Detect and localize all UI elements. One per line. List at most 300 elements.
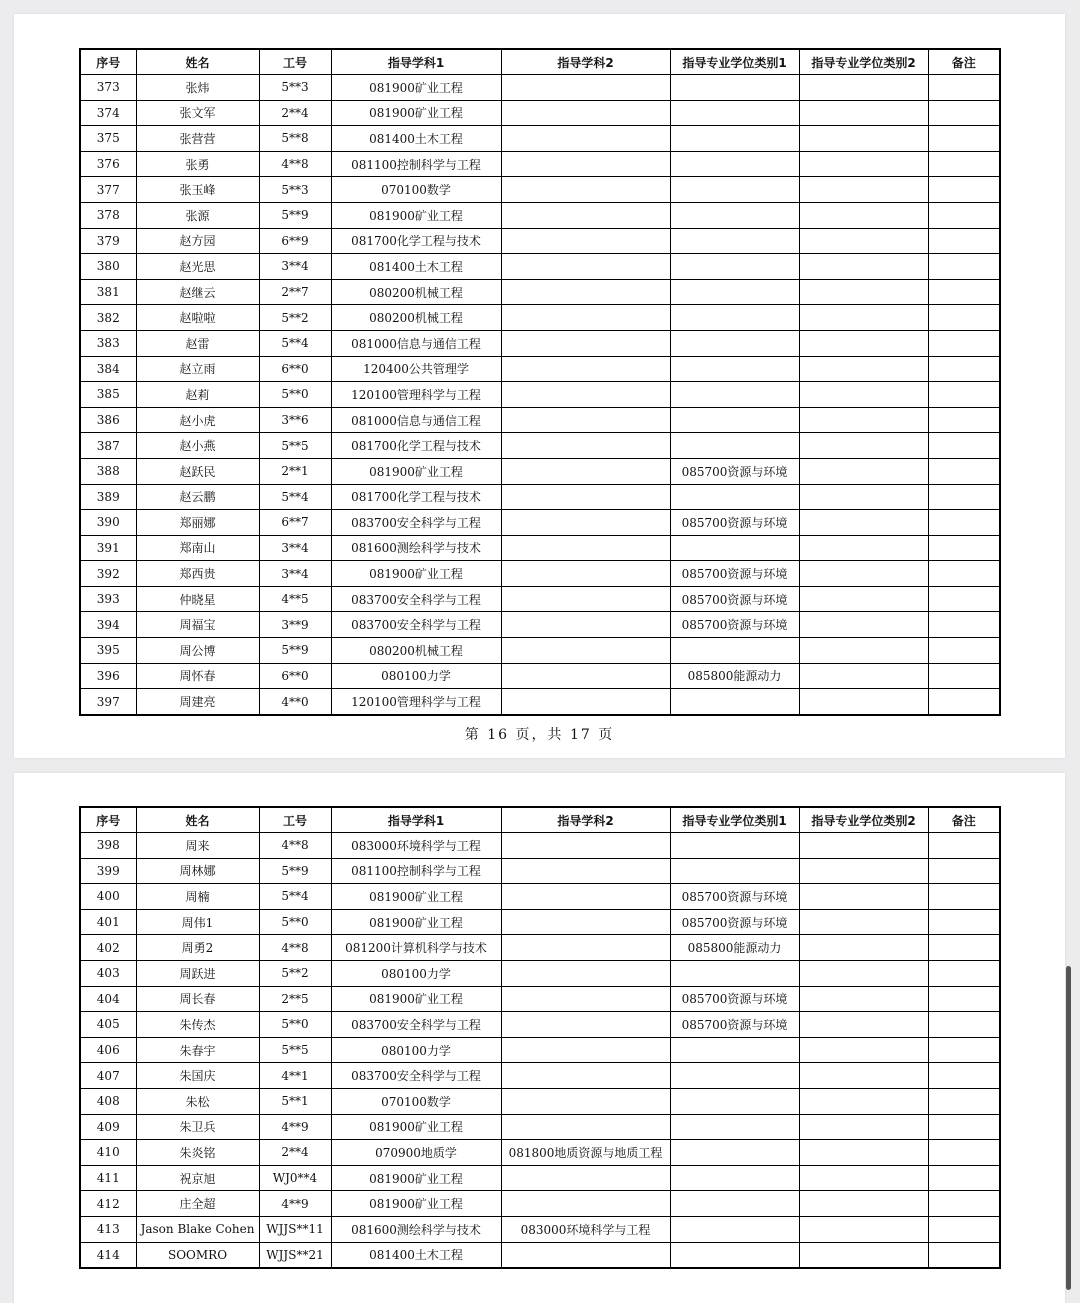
cell-remarks xyxy=(928,1088,1000,1114)
cell-remarks xyxy=(928,986,1000,1012)
cell-staff-id: 5**4 xyxy=(259,884,331,910)
cell-seq: 403 xyxy=(80,960,136,986)
cell-degree-category-2 xyxy=(799,1242,928,1268)
column-header-name: 姓名 xyxy=(136,49,259,75)
cell-subject-1: 081900矿业工程 xyxy=(331,1191,501,1217)
cell-degree-category-1 xyxy=(670,858,799,884)
cell-name: 周跃进 xyxy=(136,960,259,986)
cell-staff-id: 4**8 xyxy=(259,833,331,859)
cell-staff-id: 5**0 xyxy=(259,909,331,935)
cell-subject-1: 081900矿业工程 xyxy=(331,561,501,587)
column-header-remarks: 备注 xyxy=(928,807,1000,833)
cell-seq: 383 xyxy=(80,330,136,356)
cell-subject-2 xyxy=(501,986,670,1012)
table-row xyxy=(80,689,1000,715)
cell-name: 张玉峰 xyxy=(136,177,259,203)
cell-subject-1: 120400公共管理学 xyxy=(331,356,501,382)
cell-degree-category-1 xyxy=(670,151,799,177)
cell-subject-1: 081900矿业工程 xyxy=(331,909,501,935)
cell-subject-2 xyxy=(501,1012,670,1038)
cell-seq: 385 xyxy=(80,382,136,408)
cell-name: 赵小燕 xyxy=(136,433,259,459)
cell-seq: 414 xyxy=(80,1242,136,1268)
table-row xyxy=(80,1191,1000,1217)
cell-name: Jason Blake Cohen xyxy=(136,1216,259,1242)
cell-subject-1: 080200机械工程 xyxy=(331,279,501,305)
cell-staff-id: 6**0 xyxy=(259,356,331,382)
cell-subject-1: 083000环境科学与工程 xyxy=(331,833,501,859)
cell-degree-category-1 xyxy=(670,75,799,101)
cell-degree-category-1 xyxy=(670,254,799,280)
cell-seq: 405 xyxy=(80,1012,136,1038)
cell-remarks xyxy=(928,1037,1000,1063)
cell-subject-1: 081900矿业工程 xyxy=(331,458,501,484)
cell-subject-2 xyxy=(501,177,670,203)
cell-staff-id: 4**9 xyxy=(259,1191,331,1217)
column-header-staff-id: 工号 xyxy=(259,49,331,75)
cell-seq: 382 xyxy=(80,305,136,331)
table-row xyxy=(80,407,1000,433)
table-row xyxy=(80,510,1000,536)
cell-subject-2 xyxy=(501,935,670,961)
cell-staff-id: 3**4 xyxy=(259,535,331,561)
cell-name: 朱春宇 xyxy=(136,1037,259,1063)
cell-seq: 373 xyxy=(80,75,136,101)
table-row xyxy=(80,586,1000,612)
cell-subject-1: 081900矿业工程 xyxy=(331,1114,501,1140)
cell-staff-id: 5**5 xyxy=(259,433,331,459)
cell-degree-category-1 xyxy=(670,960,799,986)
cell-subject-1: 120100管理科学与工程 xyxy=(331,382,501,408)
cell-remarks xyxy=(928,935,1000,961)
table-row xyxy=(80,858,1000,884)
cell-degree-category-1 xyxy=(670,382,799,408)
cell-remarks xyxy=(928,909,1000,935)
cell-seq: 407 xyxy=(80,1063,136,1089)
cell-degree-category-1: 085700资源与环境 xyxy=(670,458,799,484)
table-body xyxy=(80,833,1000,1269)
cell-remarks xyxy=(928,1114,1000,1140)
cell-subject-1: 081900矿业工程 xyxy=(331,986,501,1012)
cell-subject-1: 080100力学 xyxy=(331,960,501,986)
cell-remarks xyxy=(928,689,1000,715)
cell-degree-category-2 xyxy=(799,382,928,408)
cell-degree-category-2 xyxy=(799,279,928,305)
cell-subject-2 xyxy=(501,458,670,484)
cell-name: 张勇 xyxy=(136,151,259,177)
cell-degree-category-1: 085700资源与环境 xyxy=(670,612,799,638)
cell-remarks xyxy=(928,1216,1000,1242)
cell-degree-category-2 xyxy=(799,638,928,664)
cell-staff-id: 2**4 xyxy=(259,100,331,126)
cell-name: 朱松 xyxy=(136,1088,259,1114)
cell-subject-2 xyxy=(501,100,670,126)
cell-staff-id: 5**0 xyxy=(259,1012,331,1038)
cell-degree-category-1 xyxy=(670,1114,799,1140)
cell-seq: 394 xyxy=(80,612,136,638)
table-row xyxy=(80,1242,1000,1268)
table-row xyxy=(80,1063,1000,1089)
cell-subject-1: 081400土木工程 xyxy=(331,254,501,280)
cell-degree-category-1 xyxy=(670,202,799,228)
cell-degree-category-2 xyxy=(799,1037,928,1063)
cell-degree-category-2 xyxy=(799,935,928,961)
cell-subject-2 xyxy=(501,1088,670,1114)
column-header-subject-1: 指导学科1 xyxy=(331,49,501,75)
cell-degree-category-2 xyxy=(799,689,928,715)
column-header-degree-category-2: 指导专业学位类别2 xyxy=(799,807,928,833)
cell-subject-2 xyxy=(501,202,670,228)
cell-degree-category-2 xyxy=(799,458,928,484)
cell-degree-category-2 xyxy=(799,535,928,561)
cell-remarks xyxy=(928,884,1000,910)
cell-degree-category-2 xyxy=(799,586,928,612)
cell-seq: 402 xyxy=(80,935,136,961)
cell-name: 赵继云 xyxy=(136,279,259,305)
cell-seq: 390 xyxy=(80,510,136,536)
cell-subject-1: 081900矿业工程 xyxy=(331,202,501,228)
cell-degree-category-2 xyxy=(799,177,928,203)
cell-remarks xyxy=(928,75,1000,101)
cell-subject-1: 080100力学 xyxy=(331,663,501,689)
cell-staff-id: 3**6 xyxy=(259,407,331,433)
cell-degree-category-2 xyxy=(799,960,928,986)
cell-seq: 384 xyxy=(80,356,136,382)
cell-degree-category-1 xyxy=(670,1165,799,1191)
cell-degree-category-1 xyxy=(670,177,799,203)
cell-name: 朱国庆 xyxy=(136,1063,259,1089)
cell-subject-2 xyxy=(501,228,670,254)
cell-subject-1: 081000信息与通信工程 xyxy=(331,407,501,433)
cell-name: SOOMRO xyxy=(136,1242,259,1268)
cell-name: 仲晓星 xyxy=(136,586,259,612)
cell-staff-id: 4**0 xyxy=(259,689,331,715)
cell-name: 郑西贵 xyxy=(136,561,259,587)
cell-seq: 413 xyxy=(80,1216,136,1242)
cell-degree-category-2 xyxy=(799,1063,928,1089)
cell-degree-category-2 xyxy=(799,151,928,177)
cell-staff-id: 5**5 xyxy=(259,1037,331,1063)
table-row xyxy=(80,1140,1000,1166)
cell-subject-2 xyxy=(501,561,670,587)
table-row xyxy=(80,458,1000,484)
cell-degree-category-1: 085700资源与环境 xyxy=(670,586,799,612)
cell-subject-2 xyxy=(501,382,670,408)
cell-seq: 393 xyxy=(80,586,136,612)
cell-subject-2 xyxy=(501,305,670,331)
column-header-remarks: 备注 xyxy=(928,49,1000,75)
cell-staff-id: 4**8 xyxy=(259,935,331,961)
table-row xyxy=(80,305,1000,331)
cell-remarks xyxy=(928,254,1000,280)
cell-subject-2 xyxy=(501,833,670,859)
cell-remarks xyxy=(928,833,1000,859)
cell-staff-id: 6**0 xyxy=(259,663,331,689)
cell-subject-2 xyxy=(501,279,670,305)
cell-staff-id: 5**2 xyxy=(259,305,331,331)
cell-degree-category-2 xyxy=(799,510,928,536)
cell-remarks xyxy=(928,638,1000,664)
table-row xyxy=(80,433,1000,459)
cell-subject-1: 070100数学 xyxy=(331,177,501,203)
cell-staff-id: 6**9 xyxy=(259,228,331,254)
cell-remarks xyxy=(928,126,1000,152)
cell-degree-category-1 xyxy=(670,1242,799,1268)
cell-seq: 376 xyxy=(80,151,136,177)
cell-subject-1: 081900矿业工程 xyxy=(331,75,501,101)
cell-seq: 396 xyxy=(80,663,136,689)
cell-degree-category-1 xyxy=(670,433,799,459)
cell-degree-category-1: 085700资源与环境 xyxy=(670,884,799,910)
cell-degree-category-2 xyxy=(799,1114,928,1140)
cell-degree-category-1 xyxy=(670,535,799,561)
cell-subject-2: 081800地质资源与地质工程 xyxy=(501,1140,670,1166)
cell-remarks xyxy=(928,1063,1000,1089)
cell-degree-category-1 xyxy=(670,1216,799,1242)
cell-remarks xyxy=(928,151,1000,177)
cell-seq: 381 xyxy=(80,279,136,305)
cell-remarks xyxy=(928,202,1000,228)
cell-subject-2 xyxy=(501,1242,670,1268)
cell-staff-id: 5**0 xyxy=(259,382,331,408)
cell-subject-1: 080200机械工程 xyxy=(331,305,501,331)
cell-name: 周来 xyxy=(136,833,259,859)
cell-staff-id: 5**4 xyxy=(259,484,331,510)
cell-degree-category-2 xyxy=(799,561,928,587)
cell-name: 祝京旭 xyxy=(136,1165,259,1191)
cell-subject-1: 083700安全科学与工程 xyxy=(331,586,501,612)
cell-staff-id: 4**8 xyxy=(259,151,331,177)
cell-degree-category-2 xyxy=(799,75,928,101)
cell-degree-category-1: 085700资源与环境 xyxy=(670,561,799,587)
cell-name: 张源 xyxy=(136,202,259,228)
cell-degree-category-1 xyxy=(670,484,799,510)
cell-subject-1: 081700化学工程与技术 xyxy=(331,433,501,459)
cell-name: 周林娜 xyxy=(136,858,259,884)
advisor-table-page-17 xyxy=(79,806,1001,1269)
cell-staff-id: WJ0**4 xyxy=(259,1165,331,1191)
table-row xyxy=(80,75,1000,101)
cell-degree-category-1 xyxy=(670,1088,799,1114)
cell-staff-id: 5**3 xyxy=(259,177,331,203)
cell-seq: 406 xyxy=(80,1037,136,1063)
cell-subject-1: 080100力学 xyxy=(331,1037,501,1063)
cell-subject-2 xyxy=(501,330,670,356)
cell-subject-2 xyxy=(501,510,670,536)
cell-degree-category-1 xyxy=(670,1037,799,1063)
cell-degree-category-1 xyxy=(670,1191,799,1217)
table-row xyxy=(80,935,1000,961)
cell-remarks xyxy=(928,561,1000,587)
cell-degree-category-2 xyxy=(799,1191,928,1217)
table-row xyxy=(80,100,1000,126)
cell-degree-category-1 xyxy=(670,126,799,152)
cell-subject-2 xyxy=(501,1114,670,1140)
cell-subject-1: 070100数学 xyxy=(331,1088,501,1114)
table-header-row xyxy=(80,49,1000,75)
table-row xyxy=(80,561,1000,587)
cell-seq: 404 xyxy=(80,986,136,1012)
cell-seq: 400 xyxy=(80,884,136,910)
cell-staff-id: 5**2 xyxy=(259,960,331,986)
cell-seq: 392 xyxy=(80,561,136,587)
vertical-scrollbar[interactable] xyxy=(1066,966,1071,1290)
cell-degree-category-2 xyxy=(799,484,928,510)
column-header-name: 姓名 xyxy=(136,807,259,833)
cell-remarks xyxy=(928,433,1000,459)
column-header-staff-id: 工号 xyxy=(259,807,331,833)
table-row xyxy=(80,638,1000,664)
cell-degree-category-2 xyxy=(799,1012,928,1038)
cell-subject-2 xyxy=(501,858,670,884)
cell-subject-1: 080200机械工程 xyxy=(331,638,501,664)
cell-remarks xyxy=(928,356,1000,382)
table-row xyxy=(80,986,1000,1012)
cell-seq: 378 xyxy=(80,202,136,228)
cell-seq: 379 xyxy=(80,228,136,254)
cell-remarks xyxy=(928,1012,1000,1038)
cell-remarks xyxy=(928,407,1000,433)
cell-subject-2 xyxy=(501,1165,670,1191)
cell-degree-category-1 xyxy=(670,1140,799,1166)
cell-degree-category-2 xyxy=(799,356,928,382)
cell-degree-category-2 xyxy=(799,986,928,1012)
cell-subject-2 xyxy=(501,689,670,715)
cell-degree-category-2 xyxy=(799,228,928,254)
cell-degree-category-2 xyxy=(799,612,928,638)
cell-degree-category-2 xyxy=(799,202,928,228)
cell-staff-id: 6**7 xyxy=(259,510,331,536)
cell-degree-category-2 xyxy=(799,433,928,459)
cell-name: 周怀春 xyxy=(136,663,259,689)
pdf-page-16 xyxy=(14,14,1065,758)
cell-degree-category-1 xyxy=(670,833,799,859)
cell-seq: 410 xyxy=(80,1140,136,1166)
cell-staff-id: 2**4 xyxy=(259,1140,331,1166)
cell-subject-2 xyxy=(501,638,670,664)
cell-degree-category-2 xyxy=(799,833,928,859)
cell-degree-category-2 xyxy=(799,663,928,689)
cell-name: 赵啦啦 xyxy=(136,305,259,331)
cell-degree-category-2 xyxy=(799,305,928,331)
cell-name: 朱卫兵 xyxy=(136,1114,259,1140)
cell-name: 赵方园 xyxy=(136,228,259,254)
cell-subject-1: 081700化学工程与技术 xyxy=(331,228,501,254)
cell-degree-category-2 xyxy=(799,1088,928,1114)
cell-remarks xyxy=(928,228,1000,254)
cell-remarks xyxy=(928,382,1000,408)
cell-subject-1: 070900地质学 xyxy=(331,1140,501,1166)
cell-staff-id: 5**9 xyxy=(259,202,331,228)
cell-seq: 386 xyxy=(80,407,136,433)
cell-subject-2 xyxy=(501,151,670,177)
table-row xyxy=(80,909,1000,935)
cell-subject-2 xyxy=(501,663,670,689)
cell-degree-category-1 xyxy=(670,689,799,715)
column-header-degree-category-1: 指导专业学位类别1 xyxy=(670,807,799,833)
cell-subject-1: 081700化学工程与技术 xyxy=(331,484,501,510)
table-row xyxy=(80,330,1000,356)
cell-name: 赵光思 xyxy=(136,254,259,280)
cell-degree-category-1: 085700资源与环境 xyxy=(670,986,799,1012)
table-row xyxy=(80,279,1000,305)
cell-remarks xyxy=(928,1191,1000,1217)
cell-subject-1: 081900矿业工程 xyxy=(331,1165,501,1191)
table-row xyxy=(80,1088,1000,1114)
cell-name: 周勇2 xyxy=(136,935,259,961)
cell-degree-category-1 xyxy=(670,356,799,382)
cell-remarks xyxy=(928,305,1000,331)
table-body xyxy=(80,75,1000,715)
cell-name: 朱传杰 xyxy=(136,1012,259,1038)
cell-name: 赵立雨 xyxy=(136,356,259,382)
cell-name: 赵莉 xyxy=(136,382,259,408)
cell-degree-category-1 xyxy=(670,305,799,331)
cell-degree-category-1: 085700资源与环境 xyxy=(670,1012,799,1038)
table-row xyxy=(80,1012,1000,1038)
table-row xyxy=(80,202,1000,228)
cell-subject-2 xyxy=(501,960,670,986)
cell-degree-category-2 xyxy=(799,884,928,910)
cell-subject-1: 120100管理科学与工程 xyxy=(331,689,501,715)
column-header-degree-category-2: 指导专业学位类别2 xyxy=(799,49,928,75)
cell-seq: 408 xyxy=(80,1088,136,1114)
cell-subject-1: 081100控制科学与工程 xyxy=(331,858,501,884)
cell-remarks xyxy=(928,458,1000,484)
cell-name: 赵小虎 xyxy=(136,407,259,433)
cell-degree-category-2 xyxy=(799,1216,928,1242)
table-row xyxy=(80,151,1000,177)
cell-seq: 391 xyxy=(80,535,136,561)
cell-degree-category-2 xyxy=(799,330,928,356)
cell-remarks xyxy=(928,100,1000,126)
cell-remarks xyxy=(928,177,1000,203)
cell-subject-2 xyxy=(501,407,670,433)
advisor-table-page-16 xyxy=(79,48,1001,716)
cell-staff-id: 5**9 xyxy=(259,638,331,664)
cell-degree-category-2 xyxy=(799,909,928,935)
cell-degree-category-1 xyxy=(670,279,799,305)
cell-name: 赵雷 xyxy=(136,330,259,356)
cell-seq: 380 xyxy=(80,254,136,280)
cell-name: 赵云鹏 xyxy=(136,484,259,510)
cell-subject-2: 083000环境科学与工程 xyxy=(501,1216,670,1242)
cell-subject-1: 081900矿业工程 xyxy=(331,884,501,910)
column-header-subject-1: 指导学科1 xyxy=(331,807,501,833)
cell-staff-id: 4**1 xyxy=(259,1063,331,1089)
page-footer: 第 16 页，共 17 页 xyxy=(464,727,615,743)
column-header-seq: 序号 xyxy=(80,807,136,833)
cell-remarks xyxy=(928,858,1000,884)
cell-staff-id: 3**9 xyxy=(259,612,331,638)
cell-name: 赵跃民 xyxy=(136,458,259,484)
cell-name: 周楠 xyxy=(136,884,259,910)
cell-degree-category-1: 085700资源与环境 xyxy=(670,909,799,935)
cell-degree-category-1 xyxy=(670,228,799,254)
cell-seq: 388 xyxy=(80,458,136,484)
cell-subject-2 xyxy=(501,909,670,935)
cell-seq: 397 xyxy=(80,689,136,715)
cell-seq: 412 xyxy=(80,1191,136,1217)
table-row xyxy=(80,833,1000,859)
cell-name: 周公博 xyxy=(136,638,259,664)
table-row xyxy=(80,612,1000,638)
table-row xyxy=(80,126,1000,152)
cell-staff-id: 5**3 xyxy=(259,75,331,101)
table-row xyxy=(80,484,1000,510)
pdf-page-17 xyxy=(14,773,1065,1303)
cell-remarks xyxy=(928,510,1000,536)
